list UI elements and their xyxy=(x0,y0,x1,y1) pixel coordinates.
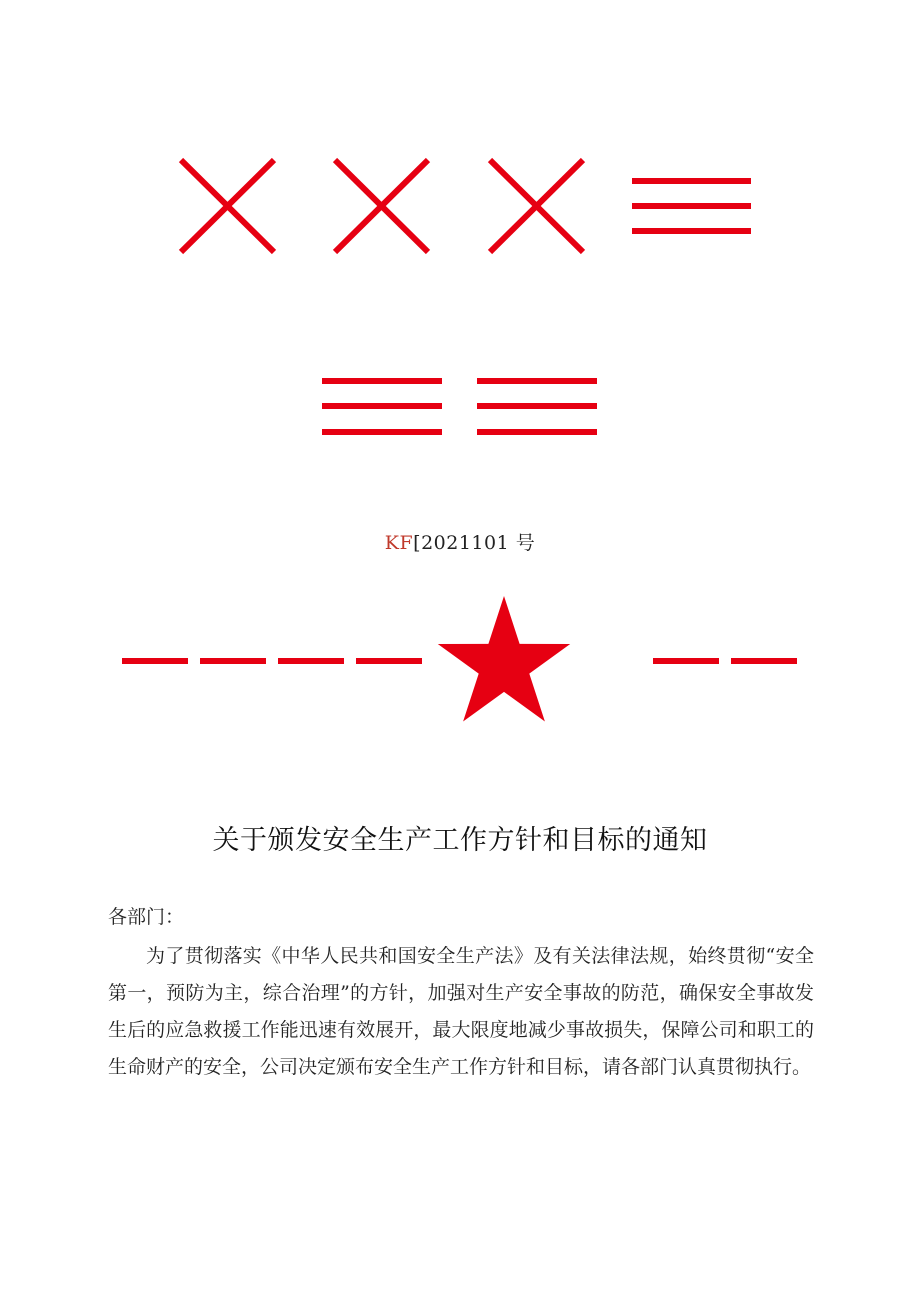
triple-bar-mark-3 xyxy=(477,378,597,435)
triple-bar-mark-2 xyxy=(322,378,442,435)
salutation: 各部门： xyxy=(108,906,185,928)
document-number xyxy=(0,528,920,555)
red-star-icon xyxy=(438,596,570,722)
x-mark-3 xyxy=(490,160,583,252)
header-divider-left xyxy=(122,658,422,664)
triple-bar-mark-1 xyxy=(632,178,751,234)
document-title: 关于颁发安全生产工作方针和目标的通知 xyxy=(212,825,708,856)
document-number-value: [2021101 号 xyxy=(413,532,536,554)
body-paragraph: 为了贯彻落实《中华人民共和国安全生产法》及有关法律法规，始终贯彻“安全第一，预防为主，综合治理”的方针，加强对生产安全事故的防范，确保安全事故发生后的应急救援工作能迅速有效展开，最大限度地减少事故损失，保障公司和职工的生命财产的安全，公司决定颁布安全生产工作方针和目标，请各部门认真贯彻执行。 xyxy=(108,945,814,1078)
header-divider-right xyxy=(653,658,797,664)
x-mark-2 xyxy=(335,160,428,252)
x-mark-1 xyxy=(181,160,274,252)
document-number-prefix: KF xyxy=(384,532,414,554)
